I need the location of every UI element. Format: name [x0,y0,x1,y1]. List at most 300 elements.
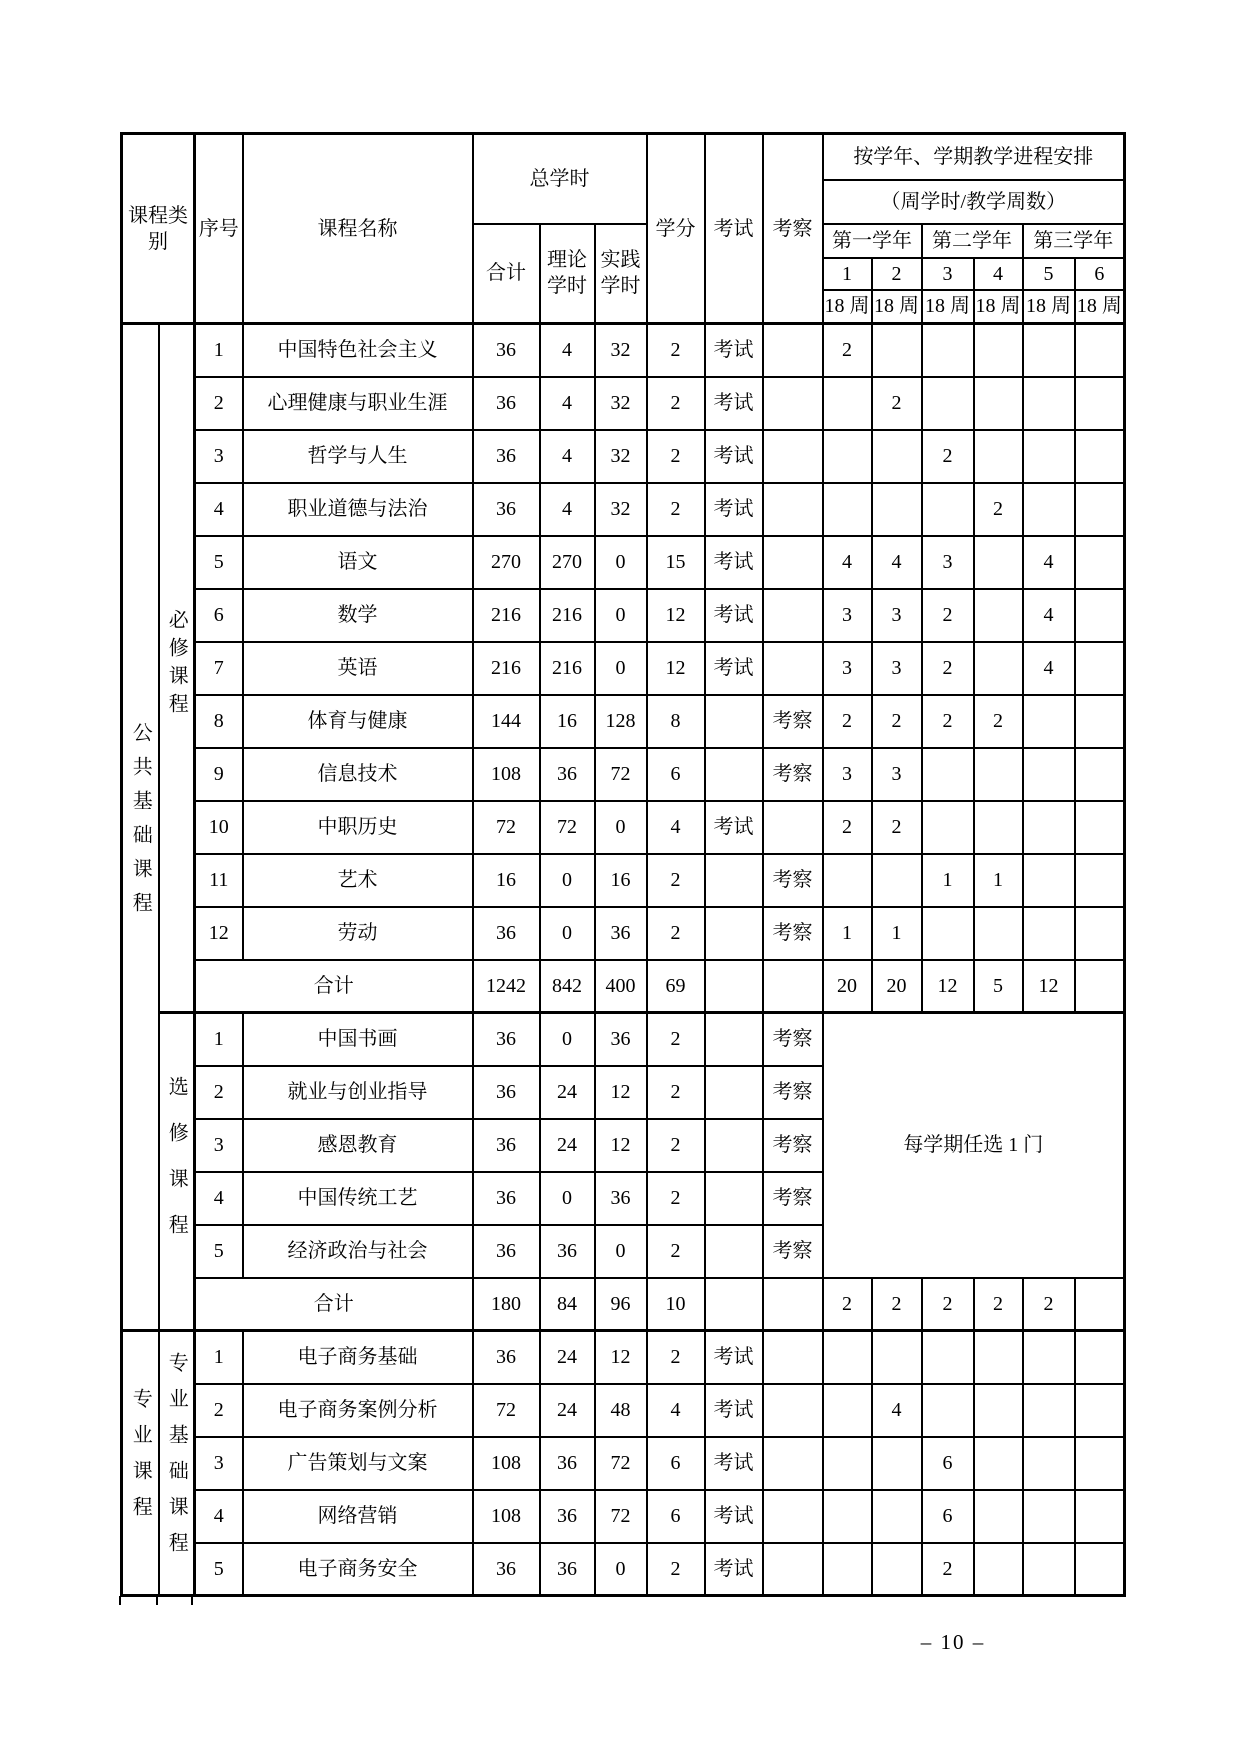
cell-semester-4 [974,1437,1023,1490]
course-row [122,324,1125,377]
cell-semester-6 [1075,1437,1125,1490]
cell-semester-1: 4 [823,536,872,589]
cell-semester-2: 2 [872,695,922,748]
cell-theory-hours: 24 [540,1119,595,1172]
cell-theory-hours: 72 [540,801,595,854]
cell-exam [705,748,763,801]
cell-total-hours: 72 [473,801,540,854]
cell-course-name: 经济政治与社会 [243,1225,473,1278]
cell-semester-4 [974,1490,1023,1543]
cell-exam: 考试 [705,589,763,642]
cell-semester-4 [974,324,1023,377]
cell-course-name: 中国特色社会主义 [243,324,473,377]
cell-theory-hours: 4 [540,324,595,377]
cell-semester-5 [1023,483,1075,536]
cell-semester-4 [974,589,1023,642]
cell-total-hours: 36 [473,1543,540,1596]
cell-assess [763,324,823,377]
cell-exam: 考试 [705,377,763,430]
header-weeks-6: 18 周 [1075,290,1125,324]
cell-practice-hours: 36 [595,1172,647,1225]
cell-exam: 考试 [705,1437,763,1490]
cell-semester-1: 1 [823,907,872,960]
header-semester-6: 6 [1075,258,1125,290]
cell-semester-5 [1023,1437,1075,1490]
cell-course-name: 网络营销 [243,1490,473,1543]
course-row [122,1013,1125,1066]
cell-semester-6 [1075,377,1125,430]
header-year-1: 第一学年 [823,224,922,258]
cell-assess [763,801,823,854]
cell-semester-3 [922,907,974,960]
cell-theory-hours: 16 [540,695,595,748]
cell-practice-hours: 72 [595,1490,647,1543]
cell-credits: 12 [647,589,705,642]
cell-practice-hours: 72 [595,1437,647,1490]
cell-semester-2 [872,1437,922,1490]
cell-exam [705,1172,763,1225]
cell-practice-hours: 32 [595,483,647,536]
cell-practice-hours: 36 [595,907,647,960]
cell-exam [705,854,763,907]
cell-seq: 8 [195,695,243,748]
cell-theory-hours: 24 [540,1384,595,1437]
table-body [122,324,1125,1596]
cell-assess [763,1384,823,1437]
cell-semester-4: 5 [974,960,1023,1013]
cell-theory-hours: 4 [540,483,595,536]
cell-semester-3: 3 [922,536,974,589]
cell-semester-3: 2 [922,695,974,748]
cell-exam [705,695,763,748]
header-assess: 考察 [763,134,823,324]
header-weeks-5: 18 周 [1023,290,1075,324]
cell-total-hours: 180 [473,1278,540,1331]
cell-semester-2: 2 [872,801,922,854]
cell-assess [763,1437,823,1490]
course-row [122,589,1125,642]
cell-total-hours: 108 [473,1490,540,1543]
cell-credits: 2 [647,324,705,377]
cell-semester-3: 2 [922,430,974,483]
cell-exam: 考试 [705,1543,763,1596]
cell-credits: 2 [647,1543,705,1596]
cell-semester-2: 20 [872,960,922,1013]
cell-practice-hours: 0 [595,1543,647,1596]
cell-semester-2: 3 [872,642,922,695]
cell-assess [763,642,823,695]
cell-total-hours: 72 [473,1384,540,1437]
course-row [122,430,1125,483]
cell-total-hours: 36 [473,907,540,960]
cell-total-hours: 1242 [473,960,540,1013]
cell-assess [763,430,823,483]
cell-semester-2: 3 [872,748,922,801]
cell-credits: 2 [647,1331,705,1384]
header-semester-5: 5 [1023,258,1075,290]
cell-semester-2: 1 [872,907,922,960]
cell-seq: 5 [195,1225,243,1278]
cell-seq: 11 [195,854,243,907]
cell-seq: 1 [195,324,243,377]
cell-exam [705,960,763,1013]
cell-course-name: 体育与健康 [243,695,473,748]
cell-exam: 考试 [705,483,763,536]
cell-assess: 考察 [763,854,823,907]
cell-semester-5: 4 [1023,536,1075,589]
cell-assess: 考察 [763,1172,823,1225]
cell-assess [763,536,823,589]
cell-total-hours: 270 [473,536,540,589]
cell-credits: 4 [647,1384,705,1437]
cell-semester-1 [823,1437,872,1490]
cell-seq: 2 [195,377,243,430]
cell-exam: 考试 [705,801,763,854]
course-row [122,1384,1125,1437]
cell-exam [705,1119,763,1172]
cell-practice-hours: 32 [595,430,647,483]
cell-semester-6 [1075,1543,1125,1596]
cell-course-name: 就业与创业指导 [243,1066,473,1119]
total-label: 合计 [195,1278,473,1331]
course-row [122,377,1125,430]
cell-semester-3 [922,1331,974,1384]
cell-semester-3 [922,324,974,377]
cell-semester-6 [1075,801,1125,854]
cell-semester-1: 3 [823,642,872,695]
cell-theory-hours: 36 [540,1543,595,1596]
cell-credits: 15 [647,536,705,589]
cell-total-hours: 36 [473,1066,540,1119]
cell-course-name: 电子商务安全 [243,1543,473,1596]
cell-semester-2 [872,854,922,907]
cell-practice-hours: 36 [595,1013,647,1066]
cell-practice-hours: 400 [595,960,647,1013]
cell-credits: 2 [647,1172,705,1225]
cell-semester-6 [1075,907,1125,960]
cell-semester-6 [1075,536,1125,589]
cell-semester-2 [872,1490,922,1543]
course-row [122,907,1125,960]
cell-practice-hours: 16 [595,854,647,907]
cell-exam [705,1013,763,1066]
course-type-label-text: 专业基础课程 [165,1351,188,1568]
cell-credits: 2 [647,1225,705,1278]
cell-credits: 2 [647,377,705,430]
total-row [122,1278,1125,1331]
course-row [122,1543,1125,1596]
cell-assess [763,960,823,1013]
cell-semester-5 [1023,430,1075,483]
course-row [122,695,1125,748]
cell-semester-1 [823,1384,872,1437]
cell-semester-1: 3 [823,748,872,801]
cell-theory-hours: 270 [540,536,595,589]
cell-semester-2: 4 [872,536,922,589]
cell-practice-hours: 0 [595,1225,647,1278]
cell-practice-hours: 0 [595,536,647,589]
header-practice-hours: 实践学时 [595,224,647,324]
cell-semester-6 [1075,430,1125,483]
cell-seq: 4 [195,1172,243,1225]
cell-credits: 2 [647,430,705,483]
cell-total-hours: 216 [473,589,540,642]
cell-semester-3 [922,483,974,536]
cell-semester-6 [1075,748,1125,801]
cell-theory-hours: 36 [540,1225,595,1278]
header-year-2: 第二学年 [922,224,1023,258]
cell-credits: 4 [647,801,705,854]
page-break-line-stub [156,1596,158,1605]
cell-theory-hours: 0 [540,1013,595,1066]
cell-course-name: 数学 [243,589,473,642]
cell-exam [705,1278,763,1331]
cell-seq: 5 [195,1543,243,1596]
merged-note-cell: 每学期任选 1 门 [823,1013,1125,1278]
cell-semester-1 [823,1331,872,1384]
cell-total-hours: 108 [473,748,540,801]
cell-total-hours: 36 [473,1225,540,1278]
cell-semester-6 [1075,589,1125,642]
header-schedule-subtitle: （周学时/教学周数） [823,180,1125,224]
cell-total-hours: 216 [473,642,540,695]
header-year-3: 第三学年 [1023,224,1125,258]
cell-semester-6 [1075,1384,1125,1437]
cell-practice-hours: 32 [595,324,647,377]
cell-course-name: 信息技术 [243,748,473,801]
curriculum-table [120,132,1126,1597]
cell-semester-1: 3 [823,589,872,642]
cell-theory-hours: 842 [540,960,595,1013]
cell-semester-2: 4 [872,1384,922,1437]
cell-assess: 考察 [763,1119,823,1172]
cell-assess [763,589,823,642]
cell-exam: 考试 [705,430,763,483]
cell-credits: 6 [647,748,705,801]
cell-semester-3: 1 [922,854,974,907]
cell-semester-3 [922,801,974,854]
cell-practice-hours: 0 [595,801,647,854]
cell-course-name: 电子商务案例分析 [243,1384,473,1437]
cell-course-name: 语文 [243,536,473,589]
cell-assess: 考察 [763,1225,823,1278]
cell-semester-2 [872,483,922,536]
cell-practice-hours: 48 [595,1384,647,1437]
cell-semester-5 [1023,324,1075,377]
cell-semester-1: 20 [823,960,872,1013]
cell-seq: 4 [195,483,243,536]
cell-seq: 7 [195,642,243,695]
cell-theory-hours: 24 [540,1331,595,1384]
header-seq: 序号 [195,134,243,324]
cell-assess [763,1331,823,1384]
cell-practice-hours: 12 [595,1119,647,1172]
cell-credits: 10 [647,1278,705,1331]
cell-theory-hours: 24 [540,1066,595,1119]
cell-semester-1 [823,377,872,430]
cell-theory-hours: 0 [540,907,595,960]
cell-course-name: 职业道德与法治 [243,483,473,536]
page-break-line-stub [119,1596,121,1605]
cell-course-name: 中国书画 [243,1013,473,1066]
cell-exam: 考试 [705,536,763,589]
cell-seq: 9 [195,748,243,801]
header-weeks-1: 18 周 [823,290,872,324]
cell-semester-6 [1075,1331,1125,1384]
cell-course-name: 心理健康与职业生涯 [243,377,473,430]
cell-theory-hours: 84 [540,1278,595,1331]
cell-assess: 考察 [763,748,823,801]
cell-semester-2 [872,1331,922,1384]
course-row [122,536,1125,589]
cell-semester-3: 6 [922,1490,974,1543]
cell-course-name: 哲学与人生 [243,430,473,483]
cell-semester-6 [1075,960,1125,1013]
cell-semester-6 [1075,324,1125,377]
cell-total-hours: 36 [473,1119,540,1172]
cell-semester-1 [823,1543,872,1596]
cell-practice-hours: 12 [595,1331,647,1384]
cell-seq: 3 [195,1119,243,1172]
cell-practice-hours: 0 [595,642,647,695]
cell-credits: 2 [647,1119,705,1172]
total-label: 合计 [195,960,473,1013]
cell-semester-1 [823,854,872,907]
cell-semester-4 [974,1384,1023,1437]
cell-credits: 2 [647,483,705,536]
cell-theory-hours: 4 [540,430,595,483]
header-weeks-2: 18 周 [872,290,922,324]
cell-seq: 2 [195,1066,243,1119]
cell-practice-hours: 96 [595,1278,647,1331]
cell-total-hours: 36 [473,1172,540,1225]
course-type-label-text: 选修课程 [165,1076,188,1260]
cell-assess [763,1543,823,1596]
header-weeks-4: 18 周 [974,290,1023,324]
table-header [122,134,1125,324]
cell-exam [705,1066,763,1119]
cell-semester-6 [1075,483,1125,536]
cell-exam: 考试 [705,324,763,377]
cell-credits: 2 [647,1066,705,1119]
cell-semester-2 [872,324,922,377]
header-theory-hours: 理论学时 [540,224,595,324]
cell-assess: 考察 [763,1013,823,1066]
category-label-text: 公共基础课程 [129,721,152,926]
category-label [122,324,159,1331]
category-label [122,1331,159,1596]
cell-semester-4 [974,377,1023,430]
cell-semester-3: 2 [922,1543,974,1596]
cell-theory-hours: 36 [540,1490,595,1543]
cell-credits: 69 [647,960,705,1013]
course-row [122,854,1125,907]
header-total-hours-group: 总学时 [473,134,647,224]
cell-practice-hours: 0 [595,589,647,642]
cell-seq: 3 [195,430,243,483]
cell-total-hours: 108 [473,1437,540,1490]
cell-exam: 考试 [705,1384,763,1437]
course-type-label [159,1331,195,1596]
cell-theory-hours: 4 [540,377,595,430]
cell-theory-hours: 216 [540,642,595,695]
cell-semester-5 [1023,377,1075,430]
table-row [122,134,1125,180]
cell-seq: 6 [195,589,243,642]
cell-semester-3: 6 [922,1437,974,1490]
cell-semester-5 [1023,1543,1075,1596]
cell-semester-5: 4 [1023,589,1075,642]
cell-practice-hours: 72 [595,748,647,801]
cell-semester-2: 2 [872,1278,922,1331]
cell-credits: 2 [647,854,705,907]
cell-semester-6 [1075,642,1125,695]
cell-semester-1: 2 [823,324,872,377]
cell-semester-3 [922,748,974,801]
cell-semester-5: 12 [1023,960,1075,1013]
cell-seq: 12 [195,907,243,960]
cell-semester-4 [974,536,1023,589]
cell-semester-3: 2 [922,642,974,695]
cell-assess [763,1278,823,1331]
header-semester-2: 2 [872,258,922,290]
cell-semester-5 [1023,907,1075,960]
cell-semester-4: 2 [974,483,1023,536]
cell-total-hours: 16 [473,854,540,907]
cell-semester-4: 2 [974,695,1023,748]
cell-assess: 考察 [763,695,823,748]
cell-semester-6 [1075,1278,1125,1331]
cell-total-hours: 36 [473,324,540,377]
cell-seq: 4 [195,1490,243,1543]
cell-semester-6 [1075,695,1125,748]
cell-course-name: 英语 [243,642,473,695]
cell-semester-5 [1023,695,1075,748]
cell-assess [763,377,823,430]
cell-total-hours: 36 [473,430,540,483]
cell-total-hours: 36 [473,377,540,430]
cell-assess: 考察 [763,907,823,960]
cell-theory-hours: 0 [540,854,595,907]
cell-exam [705,907,763,960]
cell-course-name: 中职历史 [243,801,473,854]
course-row [122,801,1125,854]
cell-semester-5 [1023,854,1075,907]
cell-semester-4 [974,1331,1023,1384]
cell-practice-hours: 32 [595,377,647,430]
cell-semester-1: 2 [823,1278,872,1331]
header-semester-4: 4 [974,258,1023,290]
cell-assess: 考察 [763,1066,823,1119]
cell-semester-1 [823,1490,872,1543]
cell-assess [763,1490,823,1543]
cell-course-name: 艺术 [243,854,473,907]
cell-seq: 2 [195,1384,243,1437]
cell-semester-5 [1023,1384,1075,1437]
cell-seq: 1 [195,1013,243,1066]
cell-exam [705,1225,763,1278]
cell-semester-1: 2 [823,695,872,748]
header-schedule-title: 按学年、学期教学进程安排 [823,134,1125,180]
cell-theory-hours: 36 [540,748,595,801]
cell-total-hours: 36 [473,1013,540,1066]
cell-semester-6 [1075,1490,1125,1543]
page-break-line-stub [191,1596,193,1605]
cell-semester-4 [974,748,1023,801]
cell-total-hours: 36 [473,483,540,536]
cell-semester-4: 1 [974,854,1023,907]
cell-semester-3: 2 [922,1278,974,1331]
